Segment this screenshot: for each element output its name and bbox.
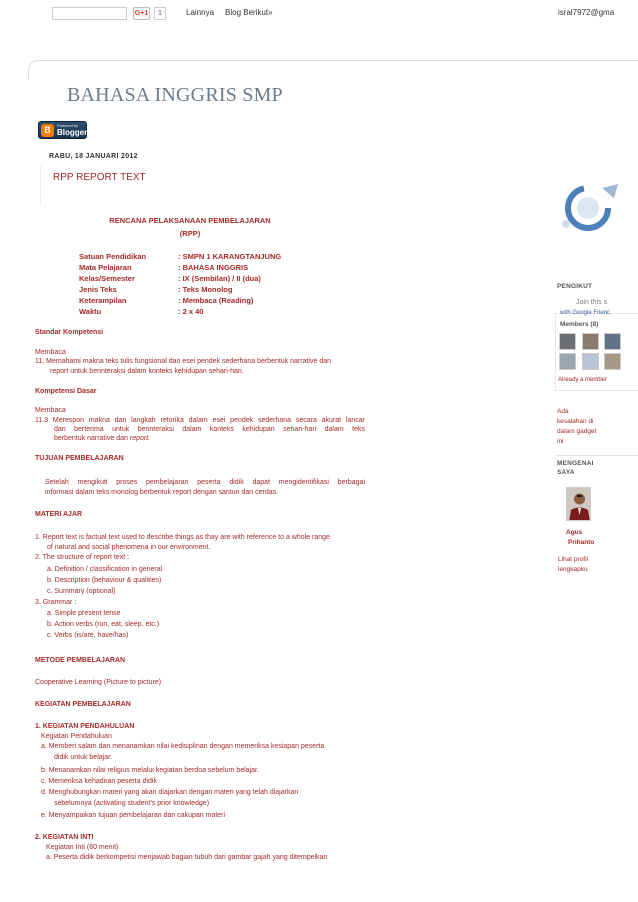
kegiatan1-item: b. Menanamkan nilai religius melalui kegiatan berdoa sebelum belajar. bbox=[41, 767, 259, 774]
info-label: Mata Pelajaran bbox=[79, 263, 132, 272]
blogger-navbar bbox=[0, 0, 638, 28]
kd-membaca: Membaca bbox=[35, 407, 66, 414]
info-value: : Membaca (Reading) bbox=[178, 296, 254, 305]
view-profile-link[interactable]: Lihat profil bbox=[558, 556, 588, 563]
navbar-next-blog-link[interactable]: Blog Berikut» bbox=[225, 8, 273, 17]
member-avatar[interactable] bbox=[559, 333, 576, 350]
sidebar-divider bbox=[555, 455, 638, 456]
kegiatan2-item: a. Peserta didik berkompetisi menjawab bagian tubuh dari gambar gajah yang ditempelkan bbox=[46, 854, 328, 861]
tujuan-text: Setelah mengikuti proses pembelajaran peserta didik dapat mengidentifikasi berbagai bbox=[45, 479, 365, 486]
kd-text-part: berbentuk narrative dan bbox=[54, 435, 130, 442]
google-friend-connect-text[interactable]: with Google Frienc bbox=[560, 310, 611, 316]
member-avatar[interactable] bbox=[604, 353, 621, 370]
blogger-logo-icon: B bbox=[41, 124, 54, 137]
materi-item: b. Action verbs (run, eat, sleep, etc.) bbox=[47, 621, 160, 628]
kegiatan2-heading: 2. KEGIATAN INTI bbox=[35, 834, 94, 841]
info-label: Satuan Pendidikan bbox=[79, 252, 147, 261]
about-me-heading: SAYA bbox=[557, 469, 575, 476]
profile-name[interactable]: Prihanto bbox=[568, 539, 595, 546]
followers-heading: PENGIKUT bbox=[557, 283, 593, 290]
post-title[interactable]: RPP REPORT TEXT bbox=[53, 172, 146, 183]
plan-subtitle: (RPP) bbox=[179, 229, 201, 238]
kegiatan1-item: e. Menyampaikan tujuan pembelajaran dan cakupan materi bbox=[41, 812, 226, 819]
gadget-error-text: kesalahan di bbox=[557, 418, 594, 425]
member-avatar[interactable] bbox=[559, 353, 576, 370]
powered-by-blogger-badge[interactable] bbox=[38, 121, 87, 139]
sk-text: report untuk berinteraksi dalam konteks kehidupan sehari-hari. bbox=[50, 368, 244, 375]
profile-name[interactable]: Agus bbox=[566, 529, 583, 536]
tujuan-text: informasi dalam teks monolog berbentuk report dengan santun dan cerdas. bbox=[45, 489, 279, 496]
kd-text: dan berterima untuk berinteraksi dalam konteks kehidupan sehari-hari dalam teks bbox=[54, 426, 365, 433]
plus-one-count: 1 bbox=[154, 7, 166, 20]
materi-item: 2. The structure of report text : bbox=[35, 554, 130, 561]
google-plus-one-button[interactable]: G+1 bbox=[133, 7, 150, 20]
materi-item: of natural and social phenomena in our environment. bbox=[47, 544, 211, 551]
post-divider bbox=[40, 165, 41, 205]
materi-item: 1. Report text is factual text used to describe things as thay are with reference to a whole range bbox=[35, 534, 330, 541]
member-avatar[interactable] bbox=[582, 333, 599, 350]
kd-text-italic: report. bbox=[129, 435, 151, 442]
content-frame-corner bbox=[28, 60, 42, 80]
kegiatan1-heading: 1. KEGIATAN PENDAHULUAN bbox=[35, 723, 135, 730]
materi-item: 3. Grammar : bbox=[35, 599, 77, 606]
gadget-error-text: dalam gadget bbox=[557, 428, 597, 435]
member-avatar[interactable] bbox=[582, 353, 599, 370]
gadget-error-text: ini bbox=[557, 438, 564, 445]
person-icon bbox=[567, 488, 591, 521]
materi-item: a. Definition / classification in general bbox=[47, 566, 163, 573]
join-site-link[interactable]: Join this s bbox=[576, 299, 608, 306]
badge-blogger-name: Blogger bbox=[57, 128, 88, 137]
kegiatan-heading: KEGIATAN PEMBELAJARAN bbox=[35, 701, 131, 708]
info-label: Kelas/Semester bbox=[79, 274, 135, 283]
info-label: Keterampilan bbox=[79, 296, 127, 305]
gadget-error-text: Ada bbox=[557, 408, 569, 415]
info-value: : 2 x 40 bbox=[178, 307, 204, 316]
about-me-heading: MENGENAI bbox=[557, 460, 594, 467]
metode-text: Cooperative Learning (Picture to picture) bbox=[35, 679, 162, 686]
materi-item: c. Summary (optional) bbox=[47, 588, 116, 595]
sidebar-logo-image bbox=[556, 180, 626, 236]
kegiatan1-item: Kegiatan Pendahuluan bbox=[41, 733, 112, 740]
kegiatan1-item: a. Memberi salam dan menanamkan nilai kedisiplinan dengan memeriksa kesiapan peserta bbox=[41, 743, 325, 750]
navbar-more-link[interactable]: Lainnya bbox=[186, 8, 215, 17]
kd-text bbox=[54, 434, 150, 444]
info-label: Waktu bbox=[79, 307, 102, 316]
profile-photo[interactable] bbox=[566, 487, 591, 521]
info-label: Jenis Teks bbox=[79, 285, 117, 294]
post-date: RABU, 18 JANUARI 2012 bbox=[49, 153, 138, 160]
member-avatar[interactable] bbox=[604, 333, 621, 350]
kegiatan1-item: sebelumnya (activating student's prior knowledge) bbox=[54, 800, 210, 807]
kd-heading: Kompetensi Dasar bbox=[35, 388, 97, 395]
kegiatan1-item: d. Menghubungkan materi yang akan diajarkan dengan materi yang telah diajarkan bbox=[41, 789, 299, 796]
kegiatan1-item: c. Memeriksa kehadiran peserta didik bbox=[41, 778, 157, 785]
tujuan-heading: TUJUAN PEMBELAJARAN bbox=[35, 455, 124, 462]
already-member-link[interactable]: Already a member bbox=[558, 377, 608, 383]
info-value: : IX (Sembilan) / II (dua) bbox=[178, 274, 261, 283]
navbar-search-input[interactable] bbox=[52, 7, 127, 20]
content-frame-top bbox=[34, 60, 638, 61]
kd-text: 11.3 Merespon makna dan langkah retorika dalam esei pendek sederhana secara akurat lancar bbox=[35, 417, 365, 424]
view-profile-link[interactable]: lengkapku bbox=[558, 566, 588, 573]
materi-heading: MATERI AJAR bbox=[35, 511, 83, 518]
sk-text: 11. Memahami makna teks tulis fungsional dan esei pendek sederhana berbentuk narrative dan bbox=[35, 358, 331, 365]
kegiatan2-item: Kegiatan Inti (60 menit) bbox=[46, 844, 119, 851]
badge-powered-by: Powered by bbox=[57, 123, 79, 128]
kegiatan1-item: didik untuk belajar. bbox=[54, 754, 112, 761]
info-value: : SMPN 1 KARANGTANJUNG bbox=[178, 252, 282, 261]
navbar-user-email[interactable]: isral7972@gma bbox=[558, 8, 615, 17]
materi-item: a. Simple present tense bbox=[47, 610, 121, 617]
metode-heading: METODE PEMBELAJARAN bbox=[35, 657, 126, 664]
sk-heading: Standar Kompetensi bbox=[35, 329, 104, 336]
materi-item: b. Description (behaviour & qualities) bbox=[47, 577, 162, 584]
blog-title[interactable]: BAHASA INGGRIS SMP bbox=[67, 84, 283, 106]
info-value: : BAHASA INGGRIS bbox=[178, 263, 249, 272]
info-value: : Teks Monolog bbox=[178, 285, 233, 294]
members-count: Members (8) bbox=[560, 321, 599, 328]
materi-item: c. Verbs (is/are, have/has) bbox=[47, 632, 129, 639]
sk-membaca: Membaca bbox=[35, 349, 66, 356]
plan-title: RENCANA PELAKSANAAN PEMBELAJARAN bbox=[109, 216, 271, 225]
